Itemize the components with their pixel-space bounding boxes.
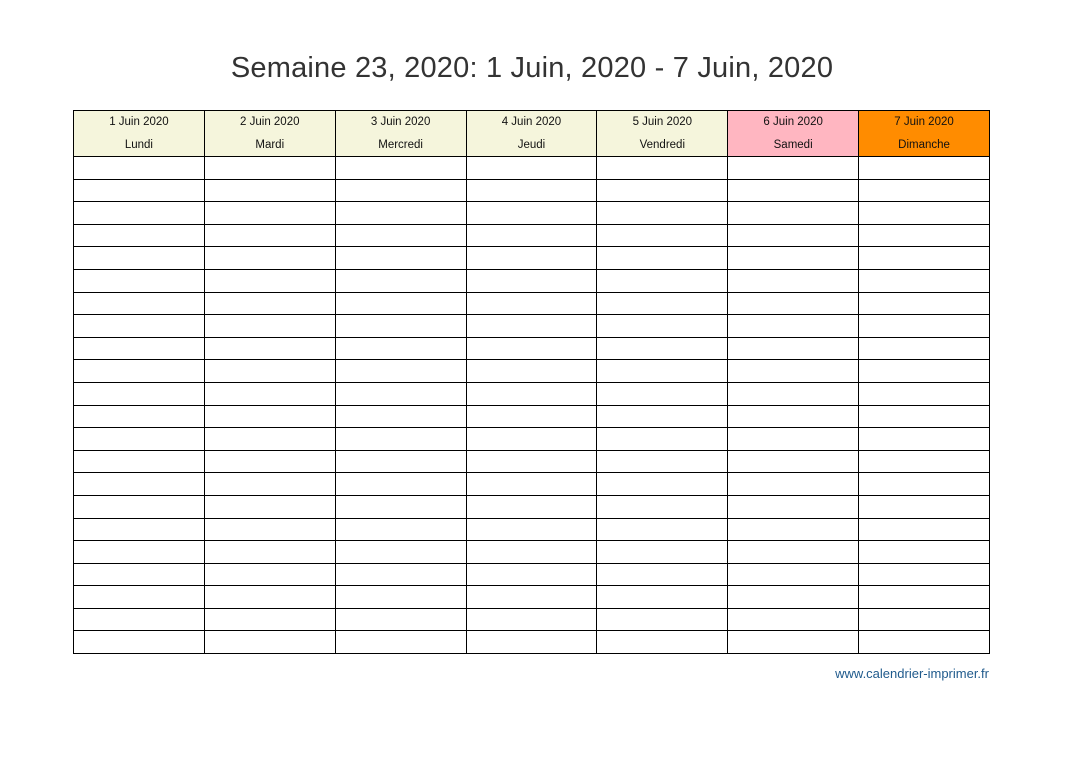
day-cell[interactable] [466,360,597,383]
day-cell[interactable] [597,337,728,360]
day-cell[interactable] [74,495,205,518]
day-cell[interactable] [204,202,335,225]
day-cell[interactable] [597,586,728,609]
day-cell[interactable] [74,631,205,654]
table-row [74,608,990,631]
table-row [74,495,990,518]
day-cell[interactable] [466,337,597,360]
day-cell[interactable] [204,608,335,631]
day-cell[interactable] [859,247,990,270]
day-cell[interactable] [74,563,205,586]
day-cell[interactable] [466,157,597,180]
table-row [74,360,990,383]
day-cell[interactable] [859,495,990,518]
table-row [74,202,990,225]
day-cell[interactable] [466,247,597,270]
day-cell[interactable] [597,450,728,473]
day-date: 1 Juin 2020 [109,116,169,128]
day-header-wednesday [335,111,466,157]
day-cell[interactable] [74,202,205,225]
day-cell[interactable] [728,405,859,428]
day-cell[interactable] [728,428,859,451]
day-cell[interactable] [859,315,990,338]
day-cell[interactable] [335,541,466,564]
day-cell[interactable] [859,179,990,202]
day-date: 2 Juin 2020 [240,116,300,128]
day-cell[interactable] [728,495,859,518]
day-date: 3 Juin 2020 [370,116,431,128]
day-cell[interactable] [597,247,728,270]
table-row [74,157,990,180]
day-cell[interactable] [466,631,597,654]
day-cell[interactable] [728,450,859,473]
day-cell[interactable] [466,473,597,496]
day-cell[interactable] [466,292,597,315]
day-cell[interactable] [335,315,466,338]
day-cell[interactable] [204,473,335,496]
day-cell[interactable] [728,473,859,496]
day-cell[interactable] [74,247,205,270]
day-date: 6 Juin 2020 [763,116,823,128]
day-cell[interactable] [728,247,859,270]
day-cell[interactable] [335,428,466,451]
table-row [74,337,990,360]
day-cell[interactable] [728,631,859,654]
day-cell[interactable] [466,224,597,247]
table-row [74,586,990,609]
day-date: 7 Juin 2020 [894,116,954,128]
day-cell[interactable] [859,224,990,247]
day-cell[interactable] [466,518,597,541]
table-row [74,247,990,270]
day-header-sunday [859,111,990,157]
day-cell[interactable] [597,631,728,654]
day-cell[interactable] [204,360,335,383]
day-cell[interactable] [204,541,335,564]
day-cell[interactable] [859,382,990,405]
day-cell[interactable] [466,179,597,202]
table-row [74,224,990,247]
day-cell[interactable] [859,157,990,180]
day-cell[interactable] [74,292,205,315]
table-row [74,631,990,654]
day-cell[interactable] [335,563,466,586]
day-cell[interactable] [859,541,990,564]
day-cell[interactable] [859,518,990,541]
day-cell[interactable] [597,382,728,405]
day-cell[interactable] [597,518,728,541]
header-row [74,111,990,157]
table-row [74,473,990,496]
day-cell[interactable] [204,382,335,405]
day-cell[interactable] [728,563,859,586]
day-header-saturday [728,111,859,157]
day-cell[interactable] [728,541,859,564]
day-cell[interactable] [859,428,990,451]
day-cell[interactable] [74,224,205,247]
day-name: Samedi [773,139,813,151]
day-cell[interactable] [74,541,205,564]
day-cell[interactable] [74,405,205,428]
day-cell[interactable] [204,224,335,247]
day-cell[interactable] [466,269,597,292]
day-cell[interactable] [597,202,728,225]
day-name: Lundi [124,139,153,151]
day-cell[interactable] [204,157,335,180]
day-cell[interactable] [204,631,335,654]
day-cell[interactable] [859,586,990,609]
day-cell[interactable] [74,518,205,541]
day-cell[interactable] [335,269,466,292]
day-cell[interactable] [597,405,728,428]
day-cell[interactable] [335,360,466,383]
day-cell[interactable] [335,247,466,270]
day-cell[interactable] [204,563,335,586]
day-cell[interactable] [859,473,990,496]
day-cell[interactable] [335,586,466,609]
day-cell[interactable] [597,292,728,315]
day-cell[interactable] [597,360,728,383]
day-cell[interactable] [859,269,990,292]
day-cell[interactable] [466,608,597,631]
day-cell[interactable] [466,563,597,586]
day-cell[interactable] [204,269,335,292]
day-cell[interactable] [597,608,728,631]
day-cell[interactable] [597,495,728,518]
table-row [74,518,990,541]
day-cell[interactable] [597,157,728,180]
day-cell[interactable] [466,202,597,225]
day-cell[interactable] [204,586,335,609]
table-row [74,541,990,564]
day-cell[interactable] [466,541,597,564]
table-row [74,315,990,338]
day-date: 4 Juin 2020 [501,116,562,128]
day-cell[interactable] [74,586,205,609]
table-row [74,563,990,586]
day-cell[interactable] [335,631,466,654]
day-cell[interactable] [728,518,859,541]
day-cell[interactable] [335,495,466,518]
day-name: Jeudi [517,139,546,151]
day-cell[interactable] [466,586,597,609]
day-cell[interactable] [74,473,205,496]
day-cell[interactable] [335,450,466,473]
table-row [74,179,990,202]
day-cell[interactable] [204,247,335,270]
day-cell[interactable] [335,473,466,496]
table-row [74,450,990,473]
day-cell[interactable] [466,450,597,473]
day-cell[interactable] [204,292,335,315]
day-cell[interactable] [728,382,859,405]
day-cell[interactable] [74,269,205,292]
day-cell[interactable] [74,450,205,473]
day-cell[interactable] [204,405,335,428]
day-cell[interactable] [204,428,335,451]
day-cell[interactable] [597,269,728,292]
table-row [74,382,990,405]
day-cell[interactable] [335,608,466,631]
day-cell[interactable] [466,405,597,428]
day-cell[interactable] [728,202,859,225]
day-cell[interactable] [74,428,205,451]
day-cell[interactable] [204,179,335,202]
day-cell[interactable] [335,202,466,225]
day-cell[interactable] [597,473,728,496]
week-body [74,157,990,654]
day-cell[interactable] [859,450,990,473]
day-cell[interactable] [728,608,859,631]
table-row [74,292,990,315]
day-cell[interactable] [597,563,728,586]
day-cell[interactable] [466,382,597,405]
day-cell[interactable] [335,292,466,315]
day-cell[interactable] [728,179,859,202]
day-name: Vendredi [639,139,685,151]
day-cell[interactable] [204,315,335,338]
page-title: Semaine 23, 2020: 1 Juin, 2020 - 7 Juin, 2020 [230,52,834,84]
day-cell[interactable] [335,405,466,428]
day-cell[interactable] [728,292,859,315]
day-cell[interactable] [204,450,335,473]
day-cell[interactable] [466,315,597,338]
day-cell[interactable] [74,337,205,360]
day-cell[interactable] [335,337,466,360]
day-cell[interactable] [597,179,728,202]
day-cell[interactable] [859,337,990,360]
day-cell[interactable] [466,428,597,451]
day-cell[interactable] [74,360,205,383]
day-name: Mardi [255,139,285,151]
week-table [73,110,990,654]
day-cell[interactable] [74,315,205,338]
day-cell[interactable] [466,495,597,518]
day-cell[interactable] [728,360,859,383]
day-cell[interactable] [204,518,335,541]
day-cell[interactable] [74,382,205,405]
day-cell[interactable] [204,495,335,518]
day-cell[interactable] [74,157,205,180]
day-cell[interactable] [74,179,205,202]
day-cell[interactable] [335,224,466,247]
day-name: Mercredi [378,139,423,151]
day-cell[interactable] [597,315,728,338]
day-cell[interactable] [859,360,990,383]
day-cell[interactable] [335,518,466,541]
website-link[interactable]: www.calendrier-imprimer.fr [835,666,989,681]
day-cell[interactable] [204,337,335,360]
day-cell[interactable] [74,608,205,631]
day-cell[interactable] [728,586,859,609]
table-row [74,428,990,451]
day-cell[interactable] [728,269,859,292]
table-row [74,269,990,292]
table-row [74,405,990,428]
day-header-friday [597,111,728,157]
day-cell[interactable] [335,157,466,180]
day-header-tuesday [204,111,335,157]
day-cell[interactable] [728,337,859,360]
day-header-thursday [466,111,597,157]
day-cell[interactable] [597,541,728,564]
day-cell[interactable] [728,315,859,338]
day-cell[interactable] [859,631,990,654]
day-cell[interactable] [859,405,990,428]
day-cell[interactable] [859,292,990,315]
day-cell[interactable] [728,224,859,247]
day-cell[interactable] [859,563,990,586]
day-header-monday [74,111,205,157]
day-cell[interactable] [597,224,728,247]
day-cell[interactable] [597,428,728,451]
day-cell[interactable] [859,608,990,631]
day-cell[interactable] [335,179,466,202]
day-name: Dimanche [898,139,950,151]
day-date: 5 Juin 2020 [632,116,693,128]
day-cell[interactable] [335,382,466,405]
day-cell[interactable] [728,157,859,180]
day-cell[interactable] [859,202,990,225]
